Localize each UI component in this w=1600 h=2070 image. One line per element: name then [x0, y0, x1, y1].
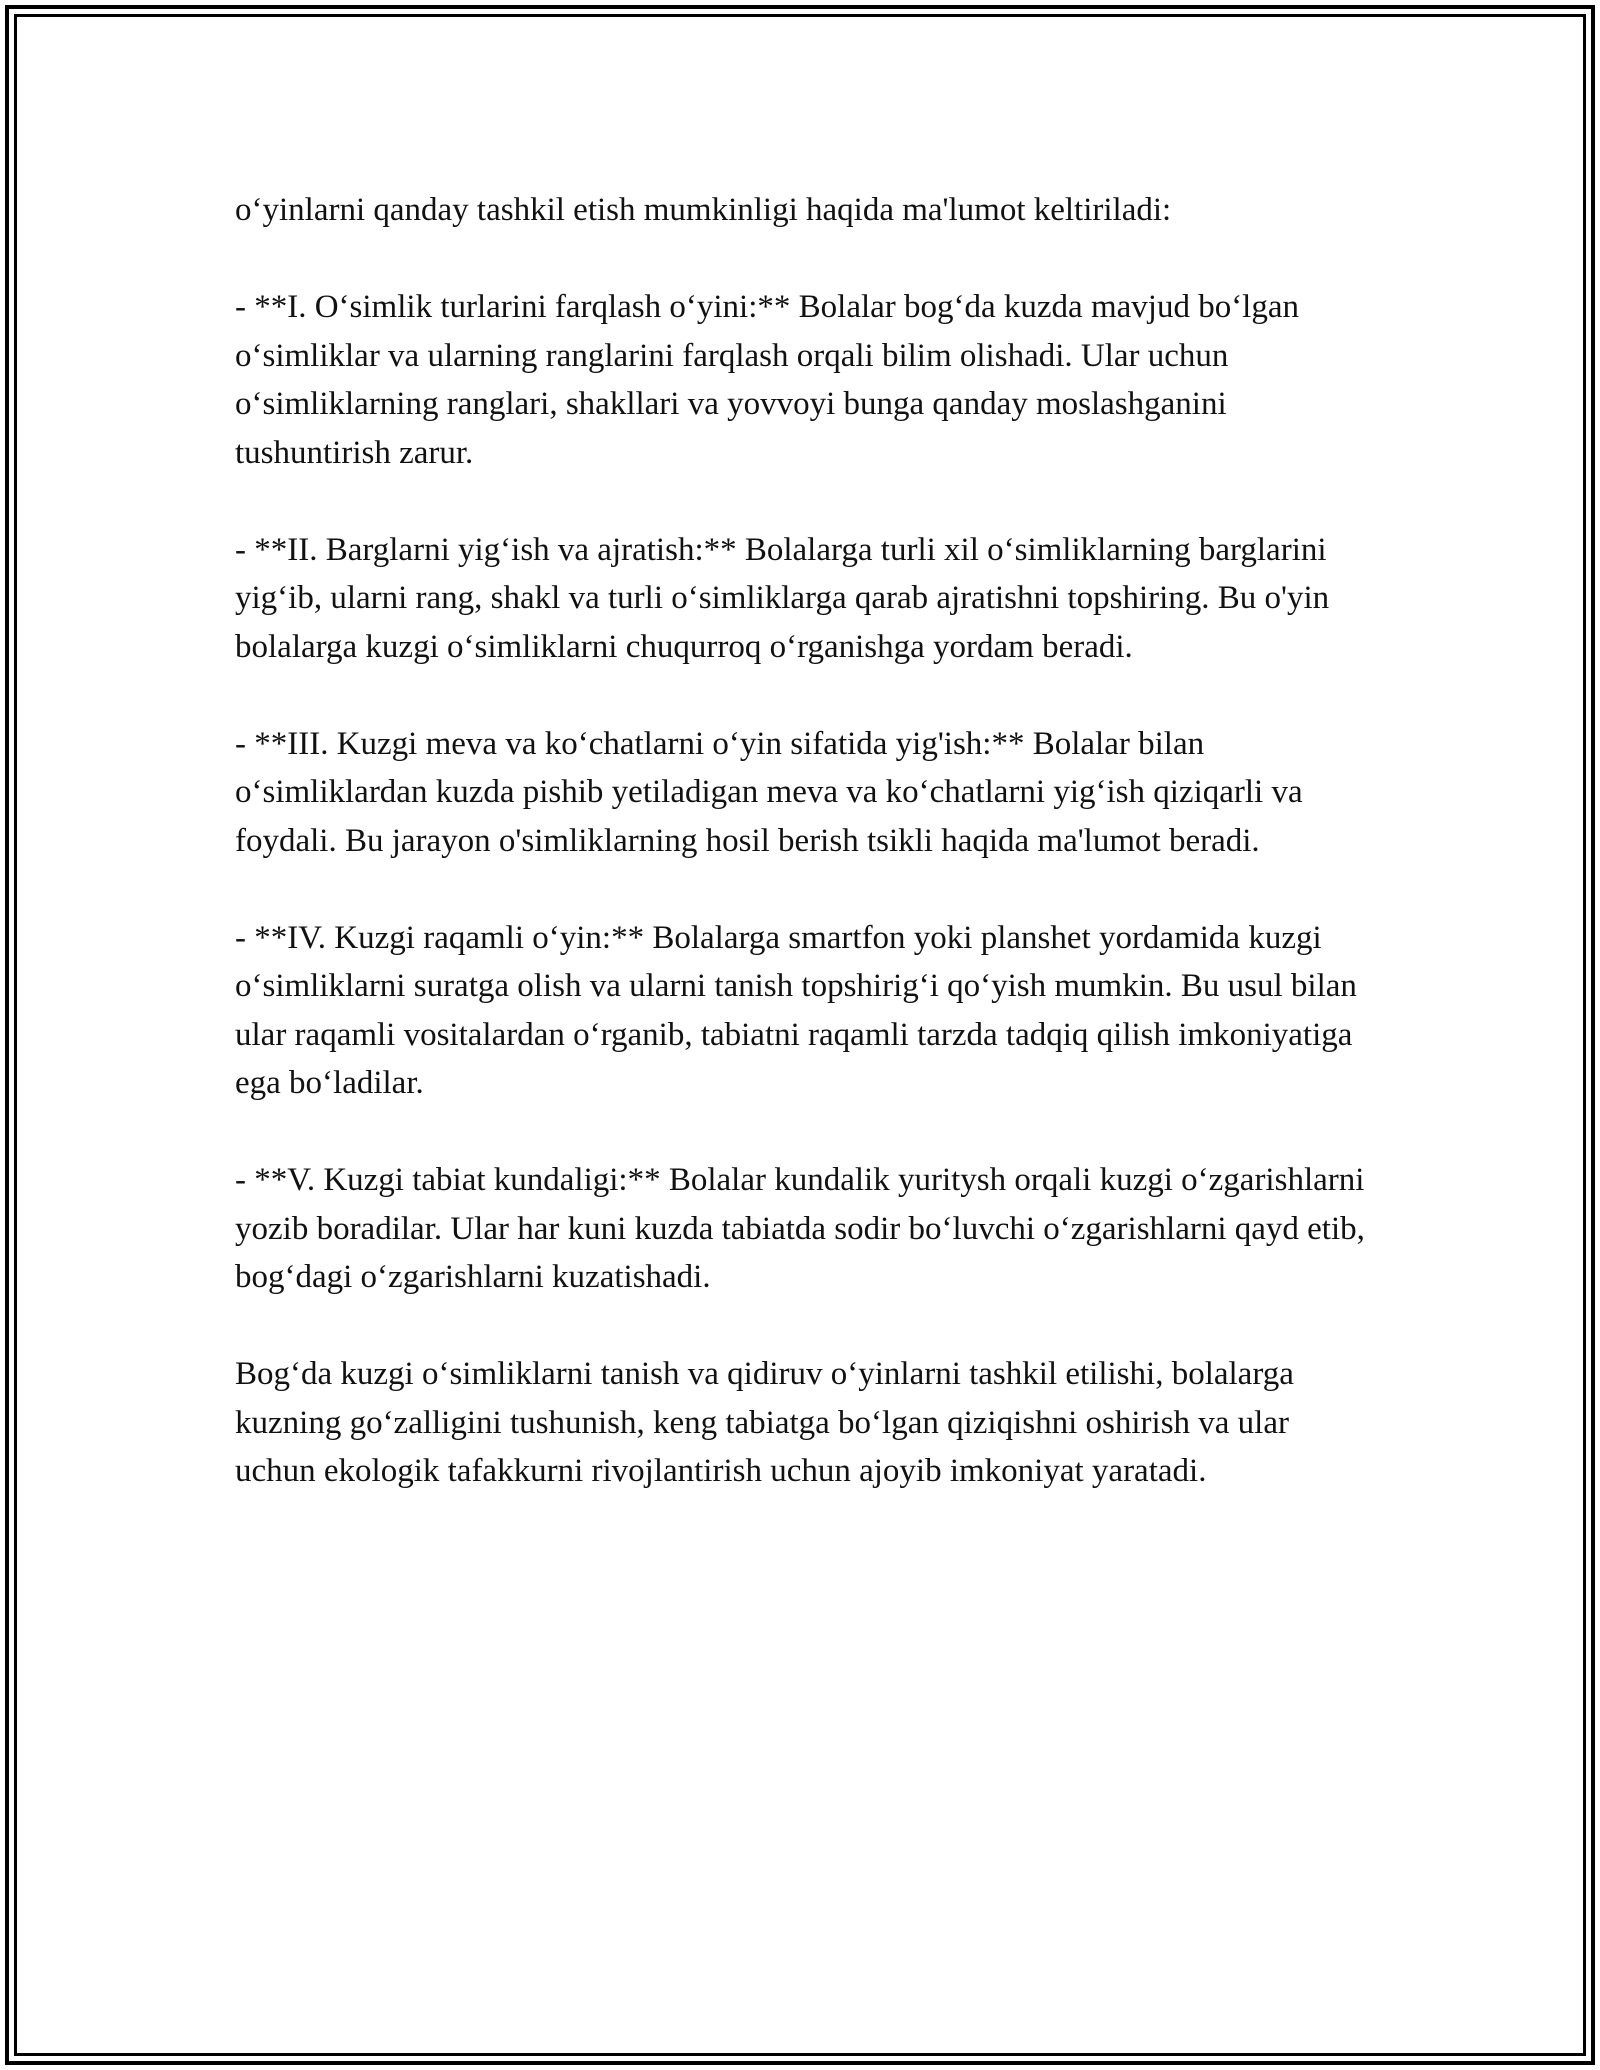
- list-item-5: - **V. Kuzgi tabiat kundaligi:** Bolalar kundalik yuritysh orqali kuzgi o‘zgarishlarni yozib boradilar. Ular har kuni kuzda tabiatda sodir bo‘luvchi o‘zgarishlarni qayd etib, bog‘dagi o‘zgarishlarni kuzatishadi.: [235, 1162, 1365, 1295]
- document-body: [235, 186, 1375, 1544]
- intro-paragraph: o‘yinlarni qanday tashkil etish mumkinligi haqida ma'lumot keltiriladi:: [235, 192, 1172, 228]
- conclusion-paragraph: Bog‘da kuzgi o‘simliklarni tanish va qidiruv o‘yinlarni tashkil etilishi, bolalarga kuzning go‘zalligini tushunish, keng tabiatga bo‘lgan qiziqishni oshirish va ular uchun ekologik tafakkurni rivojlantirish uchun ajoyib imkoniyat yaratadi.: [235, 1356, 1294, 1489]
- list-item-4: - **IV. Kuzgi raqamli o‘yin:** Bolalarga smartfon yoki planshet yordamida kuzgi o‘simliklarni suratga olish va ularni tanish topshirig‘i qo‘yish mumkin. Bu usul bilan ular raqamli vositalardan o‘rganib, tabiatni raqamli tarzda tadqiq qilish imkoniyatiga ega bo‘ladilar.: [235, 919, 1357, 1101]
- list-item-2: - **II. Barglarni yig‘ish va ajratish:** Bolalarga turli xil o‘simliklarning barglarini yig‘ib, ularni rang, shakl va turli o‘simliklarga qarab ajratishni topshiring. Bu o'yin bolalarga kuzgi o‘simliklarni chuqurroq o‘rganishga yordam beradi.: [235, 531, 1330, 665]
- list-item-1: - **I. O‘simlik turlarini farqlash o‘yini:** Bolalar bog‘da kuzda mavjud bo‘lgan o‘simliklar va ularning ranglarini farqlash orqali bilim olishadi. Ular uchun o‘simliklarning ranglari, shakllari va yovvoyi bunga qanday moslashganini tushuntirish zarur.: [235, 289, 1299, 471]
- list-item-3: - **III. Kuzgi meva va ko‘chatlarni o‘yin sifatida yig'ish:** Bolalar bilan o‘simliklardan kuzda pishib yetiladigan meva va ko‘chatlarni yig‘ish qiziqarli va foydali. Bu jarayon o'simliklarning hosil berish tsikli haqida ma'lumot beradi.: [235, 725, 1303, 859]
